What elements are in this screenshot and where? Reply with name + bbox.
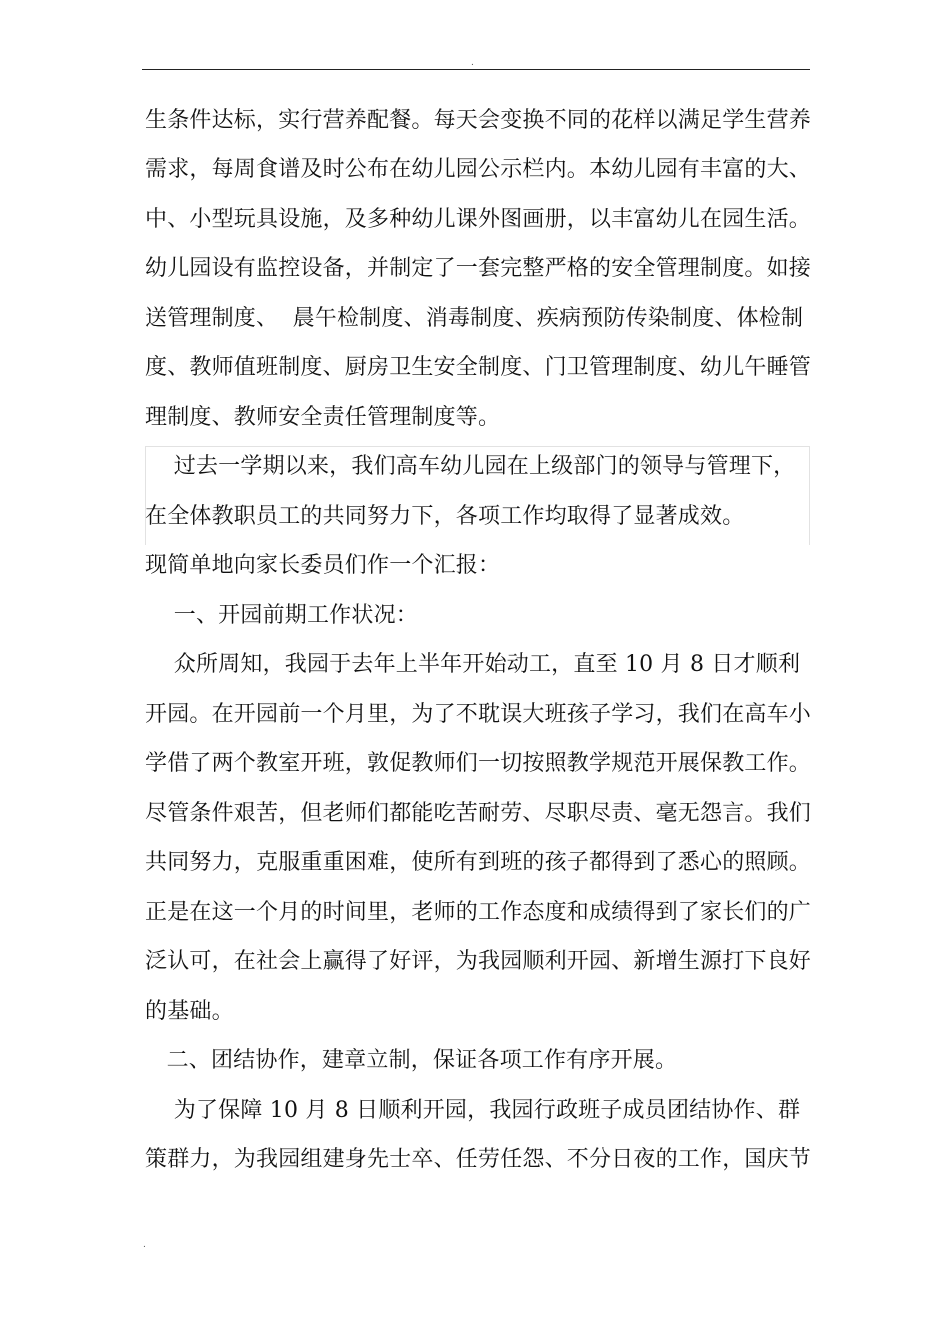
text-line: 共同努力，克服重重困难，使所有到班的孩子都得到了悉心的照顾。 [145, 850, 812, 875]
text-line: 开园。在开园前一个月里，为了不耽误大班孩子学习，我们在高车小 [145, 702, 812, 727]
text-line: 众所周知，我园于去年上半年开始动工，直至 10 月 8 日才顺利 [145, 652, 801, 677]
footer-mark: . [143, 1240, 146, 1250]
text-line: 学借了两个教室开班，敦促教师们一切按照教学规范开展保教工作。 [145, 751, 812, 776]
section-heading: 二、团结协作，建章立制，保证各项工作有序开展。 [145, 1048, 678, 1073]
text-line: 需求，每周食谱及时公布在幼儿园公示栏内。本幼儿园有丰富的大、 [145, 157, 812, 182]
header-rule [142, 69, 810, 70]
text-line: 理制度、教师安全责任管理制度等。 [145, 405, 501, 430]
text-line: 现简单地向家长委员们作一个汇报： [145, 553, 501, 578]
text-line: 过去一学期以来，我们高车幼儿园在上级部门的领导与管理下， [145, 454, 796, 479]
text-line: 泛认可，在社会上赢得了好评，为我园顺利开园、新增生源打下良好 [145, 949, 812, 974]
text-line: 幼儿园设有监控设备，并制定了一套完整严格的安全管理制度。如接 [145, 256, 812, 281]
text-line: 送管理制度、 晨午检制度、消毒制度、疾病预防传染制度、体检制 [145, 306, 804, 331]
text-line: 的基础。 [145, 999, 234, 1024]
text-line: 在全体教职员工的共同努力下，各项工作均取得了显著成效。 [145, 504, 745, 529]
header-mark: . [471, 58, 474, 68]
text-line: 生条件达标，实行营养配餐。每天会变换不同的花样以满足学生营养 [145, 108, 812, 133]
text-line: 尽管条件艰苦，但老师们都能吃苦耐劳、尽职尽责、毫无怨言。我们 [145, 801, 812, 826]
text-line: 为了保障 10 月 8 日顺利开园，我园行政班子成员团结协作、群 [145, 1098, 801, 1123]
text-line: 中、小型玩具设施，及多种幼儿课外图画册，以丰富幼儿在园生活。 [145, 207, 812, 232]
section-heading: 一、开园前期工作状况： [145, 603, 418, 628]
text-line: 度、教师值班制度、厨房卫生安全制度、门卫管理制度、幼儿午睡管 [145, 355, 812, 380]
text-line: 正是在这一个月的时间里，老师的工作态度和成绩得到了家长们的广 [145, 900, 812, 925]
text-line: 策群力，为我园组建身先士卒、任劳任怨、不分日夜的工作，国庆节 [145, 1147, 812, 1172]
